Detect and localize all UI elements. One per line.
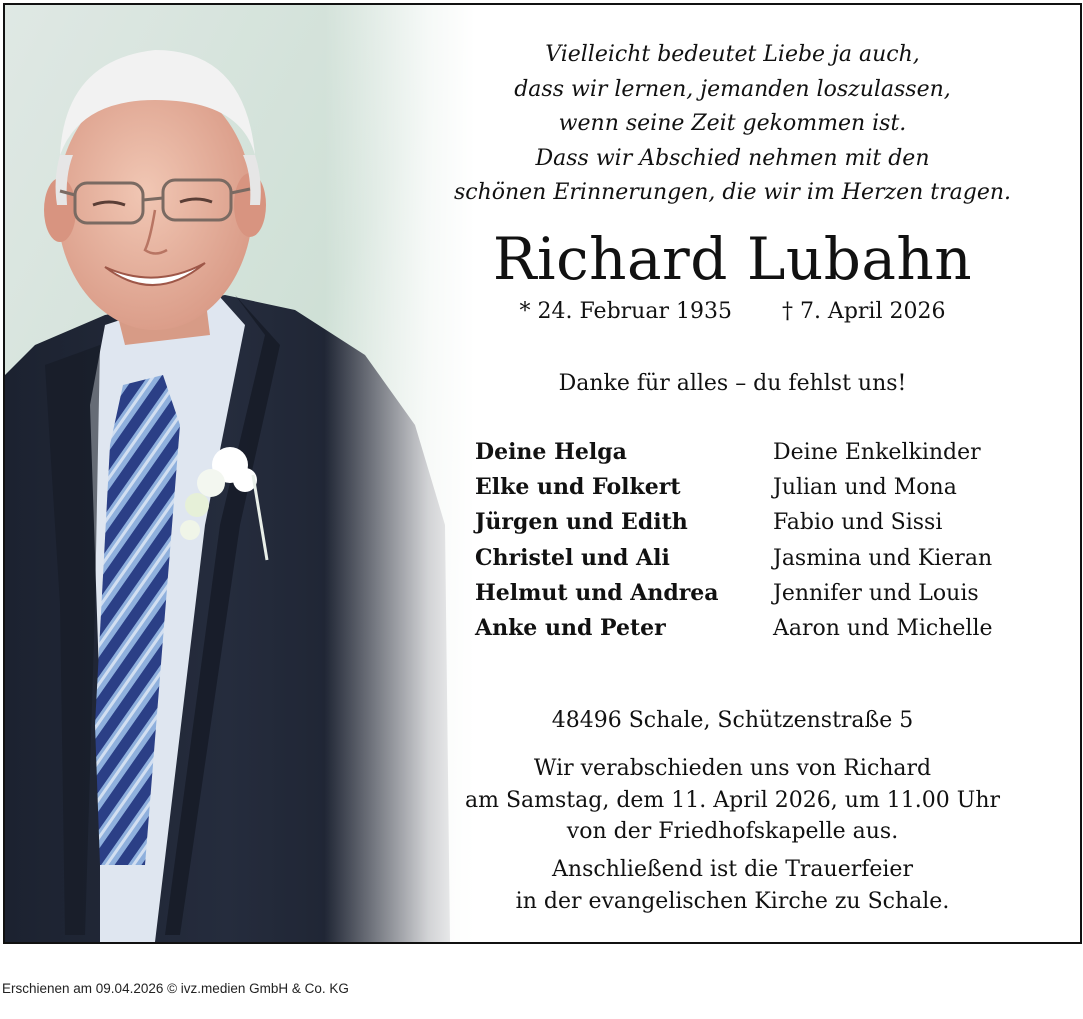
memorial-line: in der evangelischen Kirche zu Schale. — [515, 888, 950, 914]
poem-line: wenn seine Zeit gekommen ist. — [558, 111, 907, 136]
memorial-line: Anschließend ist die Trauerfeier — [552, 857, 913, 882]
service-line: Wir verabschieden uns von Richard — [533, 756, 932, 781]
portrait-photo — [5, 5, 475, 942]
poem-line: schönen Erinnerungen, die wir im Herzen tragen. — [453, 180, 1012, 205]
mourner-left: Elke und Folkert — [475, 474, 681, 501]
notice-text — [445, 5, 1080, 942]
mourner-right: Jasmina und Kieran — [773, 545, 993, 571]
mourner-right: Aaron und Michelle — [773, 615, 993, 641]
mourner-right: Julian und Mona — [773, 475, 957, 501]
poem-line: Vielleicht bedeutet Liebe ja auch, — [545, 42, 920, 67]
publication-footer: Erschienen am 09.04.2026 © ivz.medien GmbH & Co. KG — [2, 981, 349, 996]
deceased-name: Richard Lubahn — [492, 225, 973, 293]
memorial-info — [445, 854, 1020, 917]
obituary-notice — [3, 3, 1082, 944]
mourner-left: Anke und Peter — [475, 614, 666, 641]
birth-date: * 24. Februar 1935 — [519, 299, 732, 324]
life-dates — [445, 297, 1020, 327]
service-line: am Samstag, dem 11. April 2026, um 11.00 Uhr — [464, 787, 1001, 813]
poem-line: dass wir lernen, jemanden loszulassen, — [514, 76, 951, 102]
mourner-right: Jennifer und Louis — [773, 580, 979, 606]
poem — [445, 38, 1020, 211]
poem-line: Dass wir Abschied nehmen mit den — [535, 145, 930, 171]
address: 48496 Schale, Schützenstraße 5 — [551, 708, 914, 733]
mourner-left: Christel und Ali — [475, 544, 670, 571]
thanks-line: Danke für alles – du fehlst uns! — [558, 371, 907, 396]
mourner-left: Deine Helga — [475, 439, 627, 465]
service-line: von der Friedhofskapelle aus. — [566, 819, 899, 844]
mourner-right: Deine Enkelkinder — [773, 440, 981, 465]
list-item — [475, 470, 1035, 505]
mourner-right: Fabio und Sissi — [773, 510, 943, 536]
list-item — [475, 611, 1035, 646]
mourner-left: Jürgen und Edith — [475, 509, 688, 536]
death-date: † 7. April 2026 — [781, 299, 946, 324]
list-item — [475, 435, 1035, 470]
list-item — [475, 541, 1035, 576]
list-item — [475, 505, 1035, 540]
mourner-left: Helmut und Andrea — [475, 579, 719, 606]
service-info — [445, 753, 1020, 848]
list-item — [475, 576, 1035, 611]
mourners-list — [475, 435, 1035, 646]
